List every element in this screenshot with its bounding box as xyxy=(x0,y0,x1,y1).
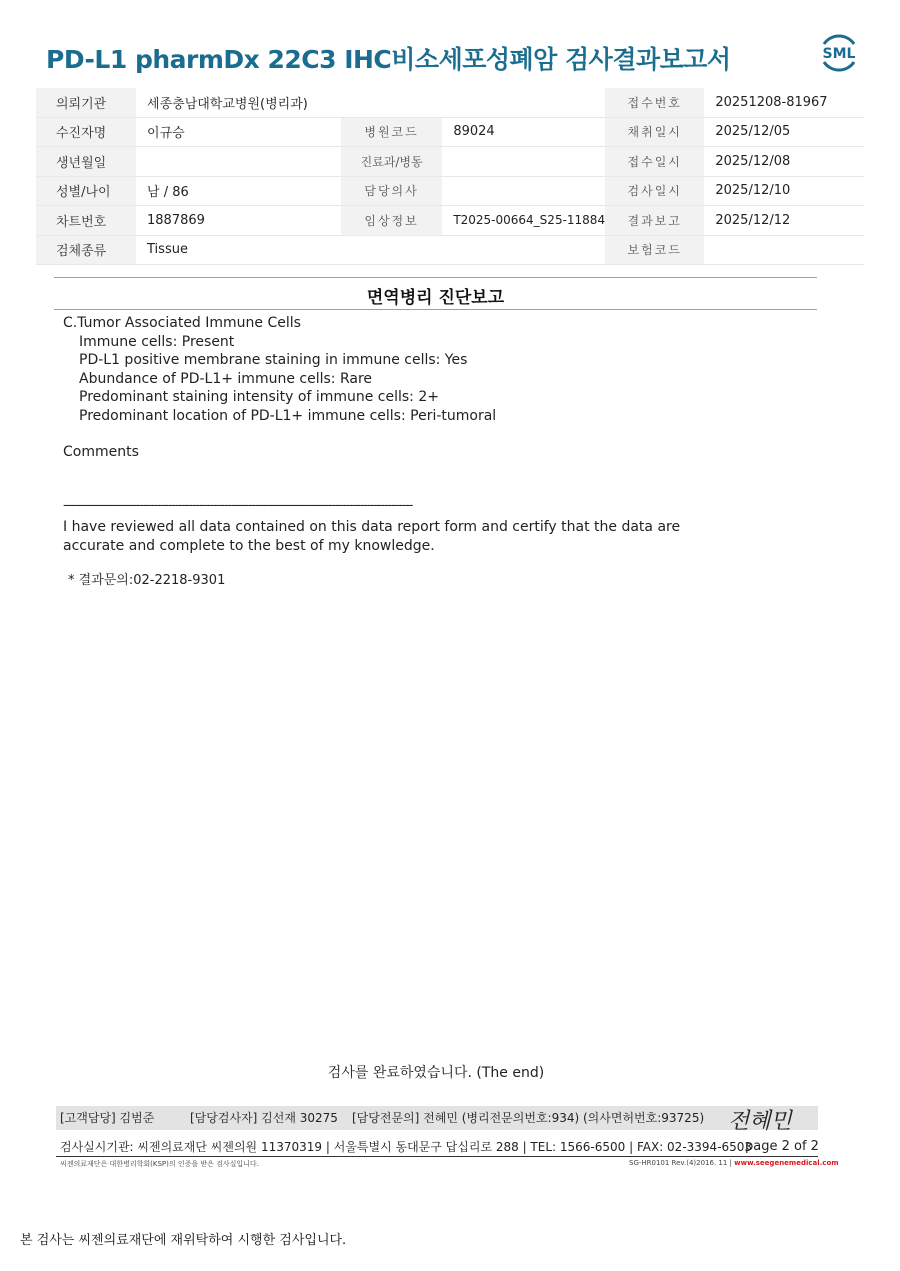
value-collection-date: 2025/12/05 xyxy=(704,117,864,147)
comments-label: Comments xyxy=(63,444,139,460)
report-title: PD-L1 pharmDx 22C3 IHC비소세포성폐암 검사결과보고서 xyxy=(46,45,731,74)
section-divider-bottom xyxy=(54,309,817,310)
label-chart-number: 차트번호 xyxy=(36,206,136,236)
value-birth-date xyxy=(136,147,341,177)
value-specimen-type: Tissue xyxy=(136,235,605,265)
info-row xyxy=(36,176,864,206)
info-row xyxy=(36,147,864,177)
value-requesting-institution: 세종충남대학교병원(병리과) xyxy=(136,88,605,117)
website-link[interactable]: www.seegenemedical.com xyxy=(734,1159,839,1167)
certification-text: I have reviewed all data contained on this data report form and certify that the data are accurate and complete to the best of my knowledge. xyxy=(63,519,681,554)
value-receipt-number: 20251208-81967 xyxy=(704,88,864,117)
report-line: Immune cells: Present xyxy=(79,333,235,350)
form-number xyxy=(629,1159,839,1167)
testing-institution: 검사실시기관: 씨젠의료재단 씨젠의원 11370319 | 서울특별시 동대문구 답십리로 288 | TEL: 1566-6500 | FAX: 02-3394-6503 xyxy=(60,1140,753,1154)
logo-text: SML xyxy=(822,46,856,62)
info-row xyxy=(36,235,864,265)
outsourced-test-note: 본 검사는 씨젠의료재단에 재위탁하여 시행한 검사입니다. xyxy=(20,1233,347,1248)
staff-customer: [고객담당] 김범준 xyxy=(60,1111,155,1125)
info-row xyxy=(36,206,864,236)
label-sex-age: 성별/나이 xyxy=(36,176,136,206)
label-hospital-code: 병원코드 xyxy=(341,117,442,147)
info-row xyxy=(36,88,864,117)
value-hospital-code: 89024 xyxy=(442,117,605,147)
separator-line: ---------------------------------------------------------------------------------------------------- xyxy=(63,498,413,513)
value-patient-name: 이규승 xyxy=(136,117,341,147)
info-row xyxy=(36,117,864,147)
label-receipt-number: 접수번호 xyxy=(605,88,704,117)
label-clinical-info: 임상정보 xyxy=(341,206,442,236)
value-sex-age: 남 / 86 xyxy=(136,176,341,206)
label-collection-date: 채취일시 xyxy=(605,117,704,147)
report-line: Predominant staining intensity of immune cells: 2+ xyxy=(79,389,439,406)
label-specimen-type: 검체종류 xyxy=(36,235,136,265)
label-insurance-code: 보험코드 xyxy=(605,235,704,265)
sml-logo xyxy=(816,30,862,76)
label-test-date: 검사일시 xyxy=(605,176,704,206)
staff-tester: [담당검사자] 김선재 30275 xyxy=(190,1111,338,1125)
report-line: Abundance of PD-L1+ immune cells: Rare xyxy=(79,370,373,387)
patient-info-table xyxy=(36,88,864,265)
value-department xyxy=(442,147,605,177)
report-line: PD-L1 positive membrane staining in immune cells: Yes xyxy=(79,352,468,369)
result-inquiry: * 결과문의:02-2218-9301 xyxy=(68,573,226,588)
value-chart-number: 1887869 xyxy=(136,206,341,236)
label-attending-doctor: 담당의사 xyxy=(341,176,442,206)
label-received-date: 접수일시 xyxy=(605,147,704,177)
section-divider-top xyxy=(54,277,817,278)
report-body xyxy=(63,314,496,426)
label-requesting-institution: 의뢰기관 xyxy=(36,88,136,117)
staff-specialist: [담당전문의] 전혜민 (병리전문의번호:934) (의사면허번호:93725) xyxy=(352,1111,705,1125)
end-notice: 검사를 완료하였습니다. (The end) xyxy=(327,1065,545,1081)
label-patient-name: 수진자명 xyxy=(36,117,136,147)
value-insurance-code xyxy=(704,235,864,265)
label-department: 진료과/병동 xyxy=(341,147,442,177)
footer-divider xyxy=(56,1156,818,1157)
report-heading: C.Tumor Associated Immune Cells xyxy=(63,315,301,331)
value-result-report: 2025/12/12 xyxy=(704,206,864,236)
report-line: Predominant location of PD-L1+ immune cells: Peri-tumoral xyxy=(79,407,497,424)
signature: 전혜민 xyxy=(728,1109,792,1134)
value-attending-doctor xyxy=(442,176,605,206)
staff-bar xyxy=(56,1106,818,1130)
certification-note: 씨젠의료재단은 대한병리학회(KSP)의 인증을 받은 검사실입니다. xyxy=(60,1160,259,1168)
label-result-report: 결과보고 xyxy=(605,206,704,236)
label-birth-date: 생년월일 xyxy=(36,147,136,177)
value-test-date: 2025/12/10 xyxy=(704,176,864,206)
page-number: page 2 of 2 xyxy=(745,1139,819,1154)
value-received-date: 2025/12/08 xyxy=(704,147,864,177)
section-title: 면역병리 진단보고 xyxy=(366,288,505,308)
value-clinical-info: T2025-00664_S25-11884 xyxy=(442,206,605,236)
form-number-text: SG-HR0101 Rev.(4)2016. 11 | xyxy=(629,1159,732,1167)
